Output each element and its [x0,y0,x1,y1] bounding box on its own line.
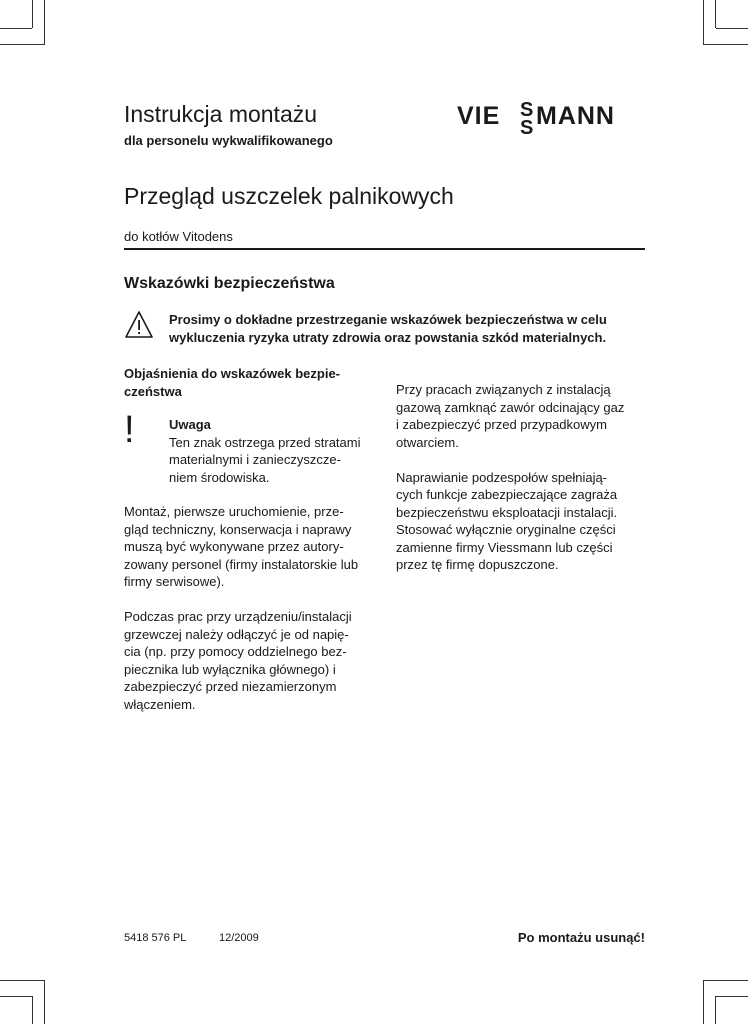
crop-mark [703,980,748,981]
original-parts-paragraph: Naprawianie podzespołów spełniają- cych funkcje zabezpieczające zagraża bezpieczeństwu eksploatacji instalacji. Stosować wyłącznie oryginalne części zamienne firmy Viessmann lub części przez tę firmę dopuszczone. [396,469,618,572]
crop-mark [0,28,32,29]
explanations-heading: Objaśnienia do wskazówek bezpie- czeństwa [124,366,341,399]
document-title: Przegląd uszczelek palnikowych [124,183,454,209]
document-type-title: Instrukcja montażu [124,101,318,127]
safety-heading: Wskazówki bezpieczeństwa [124,275,335,292]
svg-text:S: S [520,117,534,136]
document-subtitle: do kotłów Vitodens [124,229,233,244]
viessmann-logo [457,96,647,136]
crop-mark [0,996,32,997]
gas-valve-paragraph: Przy pracach związanych z instalacją gazową zamknąć zawór odcinający gaz i zabezpieczyć przed przypadkowym otwarciem. [396,382,625,450]
installation-paragraph: Montaż, pierwsze uruchomienie, prze- gląd techniczny, konserwacja i naprawy muszą być wykonywane przez autory- zowany personel (firmy instalatorskie lub firmy serwisowe). [124,504,359,589]
exclamation-icon: ! [124,409,135,451]
crop-mark [703,0,704,44]
crop-mark [716,996,748,997]
note-title: Uwaga [169,417,211,432]
note-block [169,416,379,486]
crop-mark [0,44,45,45]
header-divider [124,248,645,250]
note-line: niem środowiska. [169,469,270,485]
crop-mark [32,996,33,1024]
right-column [396,381,648,574]
crop-mark [715,0,716,28]
note-line: materialnymi i zanieczyszcze- [169,452,341,467]
warning-line: Prosimy o dokładne przestrzeganie wskazówek bezpieczeństwa w celu [169,312,607,327]
crop-mark [0,980,45,981]
logo-text-right: MANN [536,102,615,130]
audience-subtitle: dla personelu wykwalifikowanego [124,133,333,148]
remove-after-install-note: Po montażu usunąć! [517,930,645,945]
document-date: 12/2009 [219,932,259,944]
crop-mark [32,0,33,28]
safety-warning-text [169,311,649,347]
power-off-paragraph: Podczas prac przy urządzeniu/instalacji grzewczej należy odłączyć je od napię- cia (np. przy pomocy oddzielnego bez- piecznika lub wyłącznika głównego) i zabezpieczyć przed niezamierzonym włączeniem. [124,609,352,712]
warning-line: wykluczenia ryzyka utraty zdrowia oraz powstania szkód materialnych. [169,330,607,345]
note-line: Ten znak ostrzega przed stratami [169,434,361,450]
logo-text-left: VIE [457,102,501,130]
crop-mark [703,44,748,45]
warning-triangle-icon [124,310,154,340]
crop-mark [715,996,716,1024]
crop-mark [44,980,45,1024]
svg-text:S: S [520,99,534,121]
crop-mark [44,0,45,44]
crop-mark [703,980,704,1024]
document-number: 5418 576 PL [124,932,187,944]
crop-mark [716,28,748,29]
